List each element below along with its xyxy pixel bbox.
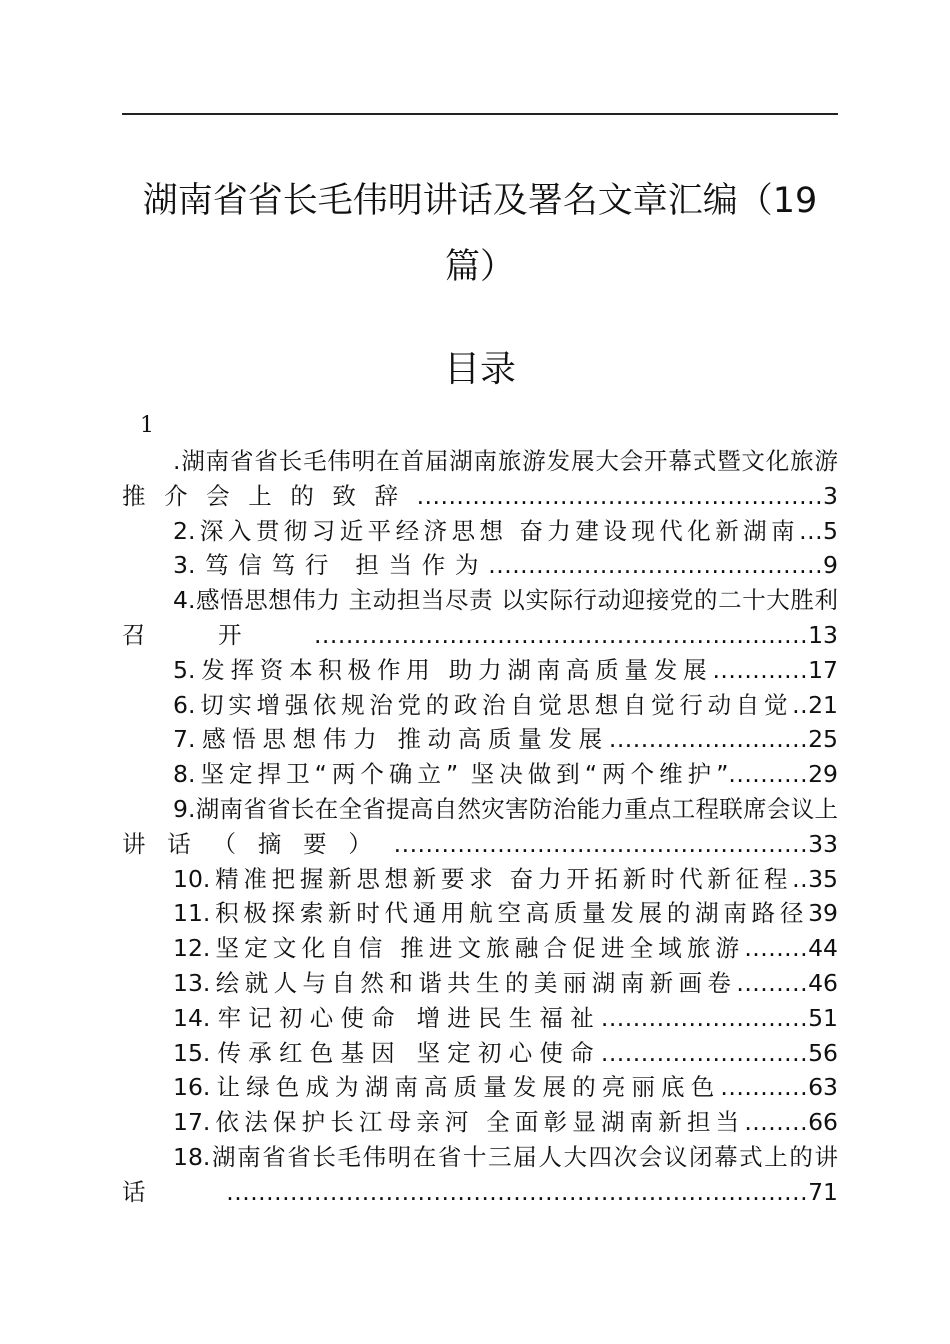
toc-entry-title: 9.湖南省省长在全省提高自然灾害防治能力重点工程联席会议上讲话（摘要） bbox=[122, 794, 838, 858]
toc-entry-page-number: 46 bbox=[808, 968, 838, 997]
toc-entry-page-number: 56 bbox=[808, 1038, 838, 1067]
toc-entry-title: 4.感悟思想伟力 主动担当尽责 以实际行动迎接党的二十大胜利召开 bbox=[122, 586, 838, 649]
toc-entry[interactable] bbox=[122, 931, 838, 966]
toc-entry-title: 17.依法保护长江母亲河 全面彰显湖南新担当 bbox=[173, 1108, 745, 1137]
toc-entry-leader: ................................................... bbox=[416, 481, 824, 510]
toc-entry-title: .湖南省省长毛伟明在首届湖南旅游发展大会开幕式暨文化旅游推介会上的致辞 bbox=[122, 447, 838, 510]
toc-entry-title: 6.切实增强依规治党的政治自觉思想自觉行动自觉 bbox=[173, 690, 793, 719]
toc-entry-page-number: 17 bbox=[808, 655, 838, 684]
toc-entry[interactable] bbox=[122, 1070, 838, 1105]
toc-entry-leader: ........... bbox=[720, 1073, 809, 1102]
toc-entry-leader: .......................... bbox=[600, 1003, 809, 1032]
toc-entry-page-number: 51 bbox=[808, 1003, 838, 1032]
toc-entry-page-number: 35 bbox=[808, 864, 838, 893]
toc-entry-page-number: 29 bbox=[808, 760, 838, 789]
header-rule bbox=[122, 113, 838, 115]
toc-entry[interactable] bbox=[122, 792, 838, 862]
toc-entry[interactable] bbox=[122, 1001, 838, 1036]
toc-entry-title: 12.坚定文化自信 推进文旅融合促进全域旅游 bbox=[173, 934, 745, 963]
toc-entry-page-number: 21 bbox=[808, 690, 838, 719]
toc-entry[interactable] bbox=[122, 514, 838, 549]
toc-entry-page-number: 66 bbox=[808, 1108, 838, 1137]
toc-entry-leader: ... bbox=[799, 516, 824, 545]
toc-entry-title: 10.精准把握新思想新要求 奋力开拓新时代新征程 bbox=[173, 864, 793, 893]
toc-entry[interactable] bbox=[122, 548, 838, 583]
toc-entry-leader: ......................... bbox=[608, 725, 809, 754]
toc-entry-page-number: 5 bbox=[823, 516, 838, 545]
toc-entry[interactable] bbox=[122, 722, 838, 757]
toc-entry[interactable] bbox=[122, 653, 838, 688]
toc-entry-page-number: 44 bbox=[808, 934, 838, 963]
toc-entry-page-number: 25 bbox=[808, 725, 838, 754]
toc-entry[interactable] bbox=[122, 757, 838, 792]
toc-entry-title: 5.发挥资本积极作用 助力湖南高质量发展 bbox=[173, 655, 713, 684]
toc-entry-leader: ........ bbox=[744, 1108, 809, 1137]
toc-entry[interactable] bbox=[122, 1105, 838, 1140]
toc-entry-title: 2.深入贯彻习近平经济思想 奋力建设现代化新湖南 bbox=[173, 516, 800, 545]
toc-entry[interactable] bbox=[122, 583, 838, 653]
table-of-contents bbox=[122, 444, 838, 1210]
toc-entry[interactable] bbox=[122, 862, 838, 897]
toc-entry-page-number: 9 bbox=[823, 551, 838, 580]
toc-entry-leader: .............................................................. bbox=[313, 620, 809, 649]
toc-entry-leader: .......................... bbox=[600, 1038, 809, 1067]
toc-entry-page-number: 33 bbox=[808, 829, 838, 858]
toc-entry-leader: .......... bbox=[728, 760, 809, 789]
toc-entry-leader: ........ bbox=[744, 934, 809, 963]
toc-entry-title: 8.坚定捍卫“两个确立” 坚决做到“两个维护” bbox=[173, 760, 729, 789]
toc-entry-title: 3.笃信笃行 担当作为 bbox=[173, 551, 489, 580]
toc-entry-page-number: 63 bbox=[808, 1073, 838, 1102]
toc-entry-title: 15.传承红色基因 坚定初心使命 bbox=[173, 1038, 601, 1067]
toc-entry-title: 14.牢记初心使命 增进民生福祉 bbox=[173, 1003, 601, 1032]
toc-entry[interactable] bbox=[122, 444, 838, 514]
toc-entry-page-number: 71 bbox=[808, 1177, 838, 1206]
toc-entry-title: 11.积极探索新时代通用航空高质量发展的湖南路径 bbox=[173, 899, 809, 928]
document-title: 湖南省省长毛伟明讲话及署名文章汇编（19篇） bbox=[142, 181, 818, 287]
toc-entry-page-number: 3 bbox=[823, 481, 838, 510]
toc-entry-page-number: 39 bbox=[808, 899, 838, 928]
toc-entry[interactable] bbox=[122, 896, 838, 931]
toc-lead-number: 1 bbox=[140, 413, 154, 438]
toc-entry-page-number: 13 bbox=[808, 620, 838, 649]
toc-entry-title: 16.让绿色成为湖南高质量发展的亮丽底色 bbox=[173, 1073, 721, 1102]
toc-entry-title: 18.湖南省省长毛伟明在省十三届人大四次会议闭幕式上的讲话 bbox=[122, 1142, 838, 1206]
toc-entry-leader: .. bbox=[792, 864, 809, 893]
toc-entry-leader: .. bbox=[792, 690, 809, 719]
toc-entry[interactable] bbox=[122, 1140, 838, 1210]
toc-entry-title: 13.绘就人与自然和谐共生的美丽湖南新画卷 bbox=[173, 968, 737, 997]
toc-entry[interactable] bbox=[122, 688, 838, 723]
toc-entry-leader: ......... bbox=[736, 968, 809, 997]
toc-entry[interactable] bbox=[122, 1036, 838, 1071]
toc-entry-title: 7.感悟思想伟力 推动高质量发展 bbox=[173, 725, 609, 754]
toc-entry-leader: ............ bbox=[712, 655, 809, 684]
toc-entry-leader: .................................................... bbox=[393, 829, 809, 858]
toc-entry-leader: .......................................... bbox=[488, 551, 824, 580]
toc-entry[interactable] bbox=[122, 966, 838, 1001]
toc-entry-leader: ......................................................................... bbox=[226, 1177, 809, 1206]
toc-heading: 目录 bbox=[443, 349, 516, 390]
